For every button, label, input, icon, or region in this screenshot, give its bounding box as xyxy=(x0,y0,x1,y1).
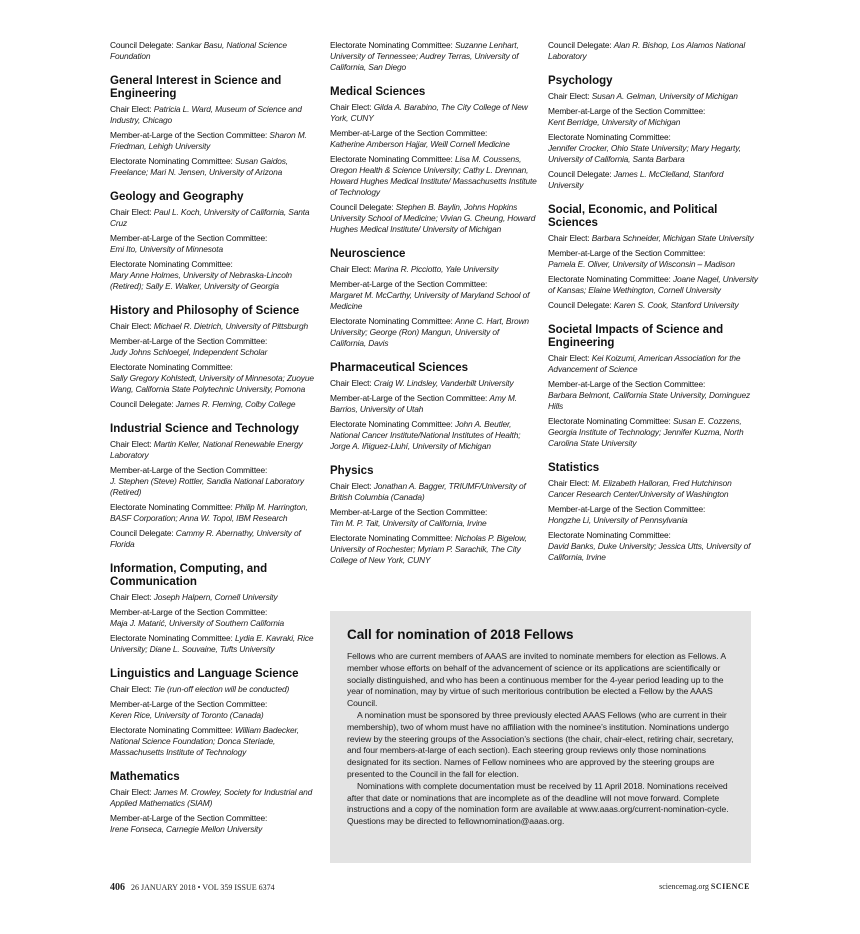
entry-names: Sharon M. Friedman, Lehigh University xyxy=(110,130,307,151)
entry-role: Electorate Nominating Committee: xyxy=(330,533,453,543)
section xyxy=(548,75,758,191)
entry-role: Electorate Nominating Committee: xyxy=(110,633,233,643)
section-entry xyxy=(548,233,758,244)
entry-names: Joseph Halpern, Cornell University xyxy=(153,592,278,602)
entry-role: Council Delegate: xyxy=(110,399,174,409)
section-entry xyxy=(548,274,758,296)
footer-left xyxy=(110,882,275,893)
entry-role: Member-at-Large of the Section Committee: xyxy=(110,336,268,346)
column-right xyxy=(548,40,758,576)
section-entry xyxy=(110,336,320,358)
section xyxy=(330,465,537,566)
section-entry xyxy=(548,353,758,375)
entry-names: Judy Johns Schloegel, Independent Scholar xyxy=(110,347,268,357)
entry-role: Member-at-Large of the Section Committee: xyxy=(548,504,706,514)
section xyxy=(548,204,758,311)
entry-role: Member-at-Large of the Section Committee: xyxy=(330,279,488,289)
section-title: Physics xyxy=(330,465,374,477)
section-entry xyxy=(330,507,537,529)
section-title: Mathematics xyxy=(110,771,180,783)
section-entry xyxy=(330,40,537,73)
entry-role: Chair Elect: xyxy=(330,481,372,491)
entry-role: Electorate Nominating Committee: xyxy=(548,274,671,284)
section-entry xyxy=(548,132,758,165)
entry-names: Cammy R. Abernathy, University of Florida xyxy=(110,528,301,549)
callbox-paragraph-2: A nomination must be sponsored by three previously elected AAAS Fellows (who are current in their membership), two of whom must have no affiliation with the nominee’s institution. Nominations undergo review by the steering groups of the Association’s sections (the chair, chair-elect, retiring chair, secretary, and four members-at-large of each section). Each steering group reviews only those nominations designated for its section. Names of Fellow nominees who are approved by the steering groups are presented to the Council in the fall for election. xyxy=(347,709,734,779)
entry-role: Chair Elect: xyxy=(548,353,590,363)
section-title: Social, Economic, and Political Sciences xyxy=(548,204,718,229)
section-entry xyxy=(548,40,758,62)
entry-names: Karen S. Cook, Stanford University xyxy=(613,300,739,310)
section-entry xyxy=(330,202,537,235)
section xyxy=(548,324,758,449)
entry-names: Kei Koizumi, American Association for the Advancement of Science xyxy=(548,353,741,374)
entry-role: Council Delegate: xyxy=(110,528,174,538)
section xyxy=(110,40,320,62)
section-entry xyxy=(330,533,537,566)
entry-role: Electorate Nominating Committee: xyxy=(110,156,233,166)
section xyxy=(110,305,320,410)
entry-role: Chair Elect: xyxy=(110,439,152,449)
entry-names: Katherine Amberson Hajjar, Weill Cornell Medicine xyxy=(330,139,510,149)
section-entry xyxy=(110,362,320,395)
section-title: Linguistics and Language Science xyxy=(110,668,299,680)
entry-names: Mary Anne Holmes, University of Nebraska-Lincoln (Retired); Sally E. Walker, University of Georgia xyxy=(110,270,292,291)
call-for-nomination-box xyxy=(330,611,751,863)
entry-names: J. Stephen (Steve) Rottler, Sandia National Laboratory (Retired) xyxy=(110,476,304,497)
section-entry xyxy=(548,91,758,102)
section-entry xyxy=(548,379,758,412)
section-title: Neuroscience xyxy=(330,248,406,260)
entry-role: Member-at-Large of the Section Committee: xyxy=(330,507,488,517)
entry-role: Member-at-Large of the Section Committee: xyxy=(548,106,706,116)
section-entry xyxy=(548,416,758,449)
section xyxy=(110,75,320,178)
section-entry xyxy=(548,169,758,191)
entry-role: Electorate Nominating Committee: xyxy=(330,419,453,429)
footer-right xyxy=(659,882,750,891)
entry-names: Susan E. Cozzens, Georgia Institute of Technology; Jennifer Kuzma, North Carolina State University xyxy=(548,416,744,448)
section-title: Medical Sciences xyxy=(330,86,426,98)
section-entry xyxy=(110,592,320,603)
entry-role: Chair Elect: xyxy=(110,592,152,602)
entry-names: John A. Beutler, National Cancer Institute/National Institutes of Health; Jorge A. Iñiguez-Lluhí, University of Michigan xyxy=(330,419,521,451)
entry-names: David Banks, Duke University; Jessica Utts, University of California, Irvine xyxy=(548,541,751,562)
entry-role: Council Delegate: xyxy=(548,300,612,310)
entry-role: Chair Elect: xyxy=(110,104,152,114)
section-entry xyxy=(110,207,320,229)
section-entry xyxy=(110,787,320,809)
entry-role: Council Delegate: xyxy=(110,40,174,50)
entry-role: Chair Elect: xyxy=(548,478,590,488)
entry-role: Electorate Nominating Committee: xyxy=(548,530,671,540)
section-entry xyxy=(330,393,537,415)
section-entry xyxy=(548,478,758,500)
entry-role: Chair Elect: xyxy=(548,91,590,101)
entry-names: Craig W. Lindsley, Vanderbilt University xyxy=(373,378,514,388)
entry-names: James R. Fleming, Colby College xyxy=(175,399,296,409)
entry-role: Member-at-Large of the Section Committee: xyxy=(330,393,488,403)
section xyxy=(548,462,758,563)
section-entry xyxy=(110,40,320,62)
entry-role: Member-at-Large of the Section Committee: xyxy=(110,233,268,243)
entry-names: Paul L. Koch, University of California, Santa Cruz xyxy=(110,207,310,228)
section xyxy=(330,248,537,349)
entry-names: Susan Gaidos, Freelance; Mari N. Jensen, University of Arizona xyxy=(110,156,288,177)
entry-role: Chair Elect: xyxy=(330,264,372,274)
entry-names: Kent Berridge, University of Michigan xyxy=(548,117,681,127)
entry-names: Gilda A. Barabino, The City College of New York, CUNY xyxy=(330,102,528,123)
section-entry xyxy=(110,699,320,721)
section-entry xyxy=(110,259,320,292)
section-entry xyxy=(548,530,758,563)
section-entry xyxy=(110,502,320,524)
section xyxy=(110,668,320,758)
entry-names: Marina R. Picciotto, Yale University xyxy=(373,264,499,274)
entry-role: Chair Elect: xyxy=(330,378,372,388)
entry-role: Chair Elect: xyxy=(110,787,152,797)
section-entry xyxy=(110,684,320,695)
entry-names: Nicholas P. Bigelow, University of Rochester; Myriam P. Sarachik, The City College of New York, CUNY xyxy=(330,533,527,565)
section xyxy=(110,771,320,835)
section-entry xyxy=(110,439,320,461)
entry-role: Member-at-Large of the Section Committee: xyxy=(110,465,268,475)
section-entry xyxy=(110,156,320,178)
section-title: Geology and Geography xyxy=(110,191,244,203)
entry-names: Jonathan A. Bagger, TRIUMF/University of British Columbia (Canada) xyxy=(330,481,526,502)
section-title: Psychology xyxy=(548,75,613,87)
entry-names: Keren Rice, University of Toronto (Canada) xyxy=(110,710,264,720)
entry-names: Hongzhe Li, University of Pennsylvania xyxy=(548,515,688,525)
section xyxy=(330,86,537,235)
entry-role: Chair Elect: xyxy=(548,233,590,243)
section-title: Pharmaceutical Sciences xyxy=(330,362,469,374)
entry-names: Amy M. Barrios, University of Utah xyxy=(330,393,517,414)
entry-names: Pamela E. Oliver, University of Wisconsin – Madison xyxy=(548,259,735,269)
section-title: Statistics xyxy=(548,462,600,474)
entry-role: Chair Elect: xyxy=(330,102,372,112)
section-entry xyxy=(110,104,320,126)
section-entry xyxy=(110,528,320,550)
journal-name: SCIENCE xyxy=(710,882,750,891)
section-entry xyxy=(330,102,537,124)
section-entry xyxy=(110,465,320,498)
entry-role: Chair Elect: xyxy=(110,207,152,217)
section-entry xyxy=(110,725,320,758)
page-footer xyxy=(110,882,750,896)
page-number: 406 xyxy=(110,882,125,893)
entry-names: Michael R. Dietrich, University of Pittsburgh xyxy=(153,321,308,331)
section-entry xyxy=(110,233,320,255)
entry-role: Electorate Nominating Committee: xyxy=(110,259,233,269)
section-entry xyxy=(548,300,758,311)
entry-names: Barbara Schneider, Michigan State University xyxy=(591,233,754,243)
entry-names: William Badecker, National Science Foundation; Donca Steriade, Massachusetts Institute of Technology xyxy=(110,725,299,757)
entry-names: Emi Ito, University of Minnesota xyxy=(110,244,223,254)
entry-names: Patricia L. Ward, Museum of Science and Industry, Chicago xyxy=(110,104,302,125)
entry-role: Electorate Nominating Committee: xyxy=(110,362,233,372)
section-entry xyxy=(330,481,537,503)
section-entry xyxy=(330,264,537,275)
entry-role: Member-at-Large of the Section Committee: xyxy=(110,130,268,140)
entry-names: Lisa M. Coussens, Oregon Health & Science University; Cathy L. Drennan, Howard Hughes Medical Institute/ Massachusetts Institute of Technology xyxy=(330,154,537,197)
callbox-paragraph-1: Fellows who are current members of AAAS are invited to nominate members for election as Fellows. A member whose efforts on behalf of the advancement of science or its applications are scientifically or socially distinguished, and who has been a continuous member for the 4-year period leading up to the year of nomination, may by virtue of such meritorious contribution be elected a Fellow by the AAAS Council. xyxy=(347,651,726,709)
section-entry xyxy=(330,316,537,349)
section-title: History and Philosophy of Science xyxy=(110,305,300,317)
entry-role: Council Delegate: xyxy=(330,202,394,212)
entry-role: Council Delegate: xyxy=(548,169,612,179)
section-title: Societal Impacts of Science and Engineering xyxy=(548,324,724,349)
entry-role: Member-at-Large of the Section Committee: xyxy=(110,699,268,709)
section-entry xyxy=(330,378,537,389)
section-entry xyxy=(548,248,758,270)
entry-names: Philip M. Harrington, BASF Corporation; Anna W. Topol, IBM Research xyxy=(110,502,308,523)
entry-names: Stephen B. Baylin, Johns Hopkins University School of Medicine; Vivian G. Cheung, Howard Hughes Medical Institute/ University of Michigan xyxy=(330,202,536,234)
entry-role: Member-at-Large of the Section Committee: xyxy=(110,813,268,823)
entry-role: Electorate Nominating Committee: xyxy=(330,154,453,164)
section-entry xyxy=(110,633,320,655)
entry-names: Sankar Basu, National Science Foundation xyxy=(110,40,287,61)
section-entry xyxy=(110,399,320,410)
issue-info: 26 JANUARY 2018 • VOL 359 ISSUE 6374 xyxy=(131,883,275,892)
entry-names: M. Elizabeth Halloran, Fred Hutchinson Cancer Research Center/University of Washington xyxy=(548,478,732,499)
column-middle xyxy=(330,40,537,579)
entry-names: Sally Gregory Kohlstedt, University of Minnesota; Zuoyue Wang, California State Polytechnic University, Pomona xyxy=(110,373,314,394)
entry-names: Maja J. Matarić, University of Southern California xyxy=(110,618,285,628)
entry-names: Tim M. P. Tait, University of California, Irvine xyxy=(330,518,487,528)
callbox-paragraph-3: Nominations with complete documentation must be received by 11 April 2018. Nominations received after that date or nominations that are incomplete as of the deadline will not move forward. Complete instructions and a copy of the nomination form are available at www.aaas.org/current-nomination-cycle. Questions may be directed to fellownomination@aaas.org. xyxy=(347,780,729,827)
section xyxy=(548,40,758,62)
section-entry xyxy=(110,321,320,332)
entry-names: Martin Keller, National Renewable Energy Laboratory xyxy=(110,439,303,460)
entry-role: Electorate Nominating Committee: xyxy=(548,416,671,426)
entry-role: Member-at-Large of the Section Committee: xyxy=(330,128,488,138)
entry-names: Barbara Belmont, California State University, Dominguez Hills xyxy=(548,390,750,411)
section-entry xyxy=(330,279,537,312)
entry-role: Chair Elect: xyxy=(110,684,152,694)
entry-role: Member-at-Large of the Section Committee: xyxy=(110,607,268,617)
section xyxy=(110,191,320,292)
section-entry xyxy=(110,130,320,152)
section-entry xyxy=(548,504,758,526)
section-title: Information, Computing, and Communication xyxy=(110,563,268,588)
section-entry xyxy=(330,154,537,198)
section-title: General Interest in Science and Engineering xyxy=(110,75,282,100)
entry-names: Alan R. Bishop, Los Alamos National Laboratory xyxy=(548,40,746,61)
entry-names: Suzanne Lenhart, University of Tennessee; Audrey Terras, University of California, San Diego xyxy=(330,40,519,72)
entry-names: Irene Fonseca, Carnegie Mellon University xyxy=(110,824,263,834)
entry-role: Member-at-Large of the Section Committee: xyxy=(548,379,706,389)
section-entry xyxy=(548,106,758,128)
section-entry xyxy=(330,419,537,452)
entry-names: Lydia E. Kavraki, Rice University; Diane L. Souvaine, Tufts University xyxy=(110,633,314,654)
callbox-title: Call for nomination of 2018 Fellows xyxy=(347,627,574,642)
entry-names: Jennifer Crocker, Ohio State University; Mary Hegarty, University of California, Santa Barbara xyxy=(548,143,741,164)
entry-role: Member-at-Large of the Section Committee: xyxy=(548,248,706,258)
entry-names: Tie (run-off election will be conducted) xyxy=(153,684,290,694)
section xyxy=(330,40,537,73)
entry-role: Electorate Nominating Committee: xyxy=(330,316,453,326)
column-left xyxy=(110,40,320,848)
entry-names: James L. McClelland, Stanford University xyxy=(548,169,724,190)
entry-role: Chair Elect: xyxy=(110,321,152,331)
site-name: sciencemag.org xyxy=(659,882,709,891)
entry-names: Anne C. Hart, Brown University; George (Ron) Mangun, University of California, Davis xyxy=(330,316,529,348)
section xyxy=(330,362,537,452)
entry-names: James M. Crowley, Society for Industrial and Applied Mathematics (SIAM) xyxy=(110,787,313,808)
entry-names: Margaret M. McCarthy, University of Maryland School of Medicine xyxy=(330,290,530,311)
entry-role: Council Delegate: xyxy=(548,40,612,50)
section xyxy=(110,423,320,550)
entry-role: Electorate Nominating Committee: xyxy=(548,132,671,142)
section-entry xyxy=(330,128,537,150)
section-title: Industrial Science and Technology xyxy=(110,423,299,435)
section-entry xyxy=(110,813,320,835)
entry-role: Electorate Nominating Committee: xyxy=(110,725,233,735)
section xyxy=(110,563,320,655)
entry-role: Electorate Nominating Committee: xyxy=(110,502,233,512)
section-entry xyxy=(110,607,320,629)
entry-names: Joane Nagel, University of Kansas; Elaine Wethington, Cornell University xyxy=(548,274,758,295)
entry-names: Susan A. Gelman, University of Michigan xyxy=(591,91,738,101)
entry-role: Electorate Nominating Committee: xyxy=(330,40,453,50)
